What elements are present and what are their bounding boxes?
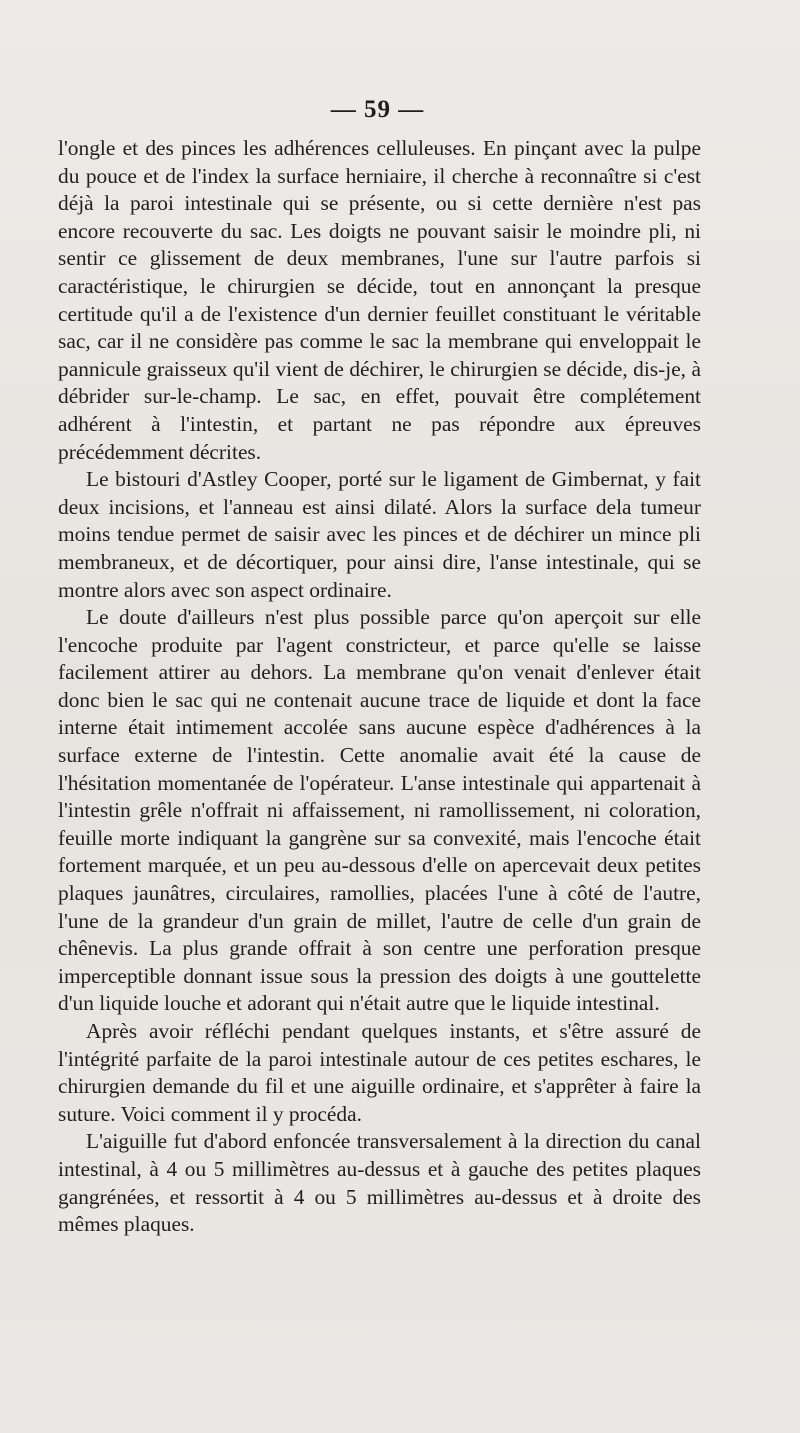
paragraph-1: l'ongle et des pinces les adhérences celluleuses. En pinçant avec la pulpe du pouce et de l'index la surface herniaire, il cherche à reconnaître si c'est déjà la paroi intestinale qui se présente, ou si cette dernière n'est pas encore recouverte du sac. Les doigts ne pouvant saisir le moindre pli, ni sentir ce glissement de deux membranes, l'une sur l'autre parfois si caractéristique, le chirurgien se décide, tout en annonçant la presque certitude qu'il a de l'existence d'un dernier feuillet constituant le véritable sac, car il ne considère pas comme le sac la membrane qui enveloppait le pannicule graisseux qu'il vient de déchirer, le chirurgien se décide, dis-je, à débrider sur-le-champ. Le sac, en effet, pouvait être complétement adhérent à l'intestin, et partant ne pas répondre aux épreuves précédemment décrites.	[58, 136, 701, 464]
paragraph-5: L'aiguille fut d'abord enfoncée transversalement à la direction du canal intestinal, à 4 ou 5 millimètres au-dessus et à gauche des petites plaques gangrénées, et ressortit à 4 ou 5 millimètres au-dessus et à droite des mêmes plaques.	[58, 1129, 701, 1237]
paragraph-4: Après avoir réfléchi pendant quelques instants, et s'être assuré de l'intégrité parfaite de la paroi intestinale autour de ces petites eschares, le chirurgien demande du fil et une aiguille ordinaire, et s'apprêter à faire la suture. Voici comment il y procéda.	[58, 1019, 701, 1126]
paragraph-2: Le bistouri d'Astley Cooper, porté sur le ligament de Gimbernat, y fait deux incisions, et l'anneau est ainsi dilaté. Alors la surface dela tumeur moins tendue permet de saisir avec les pinces et de déchirer un mince pli membraneux, et de décortiquer, pour ainsi dire, l'anse intestinale, qui se montre alors avec son aspect ordinaire.	[58, 467, 701, 602]
paragraph-3: Le doute d'ailleurs n'est plus possible parce qu'on aperçoit sur elle l'encoche produite par l'agent constricteur, et parce qu'elle se laisse facilement attirer au dehors. La membrane qu'on venait d'enlever était donc bien le sac qui ne contenait aucune trace de liquide et dont la face interne était intimement accolée sans aucune espèce d'adhérences à la surface externe de l'intestin. Cette anomalie avait été la cause de l'hésitation momentanée de l'opérateur. L'anse intestinale qui appartenait à l'intestin grêle n'offrait ni affaissement, ni ramollissement, ni coloration, feuille morte indiquant la gangrène sur sa convexité, mais l'encoche était fortement marquée, et un peu au-dessous d'elle on apercevait deux petites plaques jaunâtres, circulaires, ramollies, placées l'une à côté de l'autre, l'une de la grandeur d'un grain de millet, l'autre de celle d'un grain de chênevis. La plus grande offrait à son centre une perforation presque imperceptible donnant issue sous la pression des doigts à une gouttelette d'un liquide louche et adorant qui n'était autre que le liquide intestinal.	[58, 605, 701, 1016]
page-number: — 59 —	[330, 96, 425, 123]
body-text	[58, 135, 701, 1239]
